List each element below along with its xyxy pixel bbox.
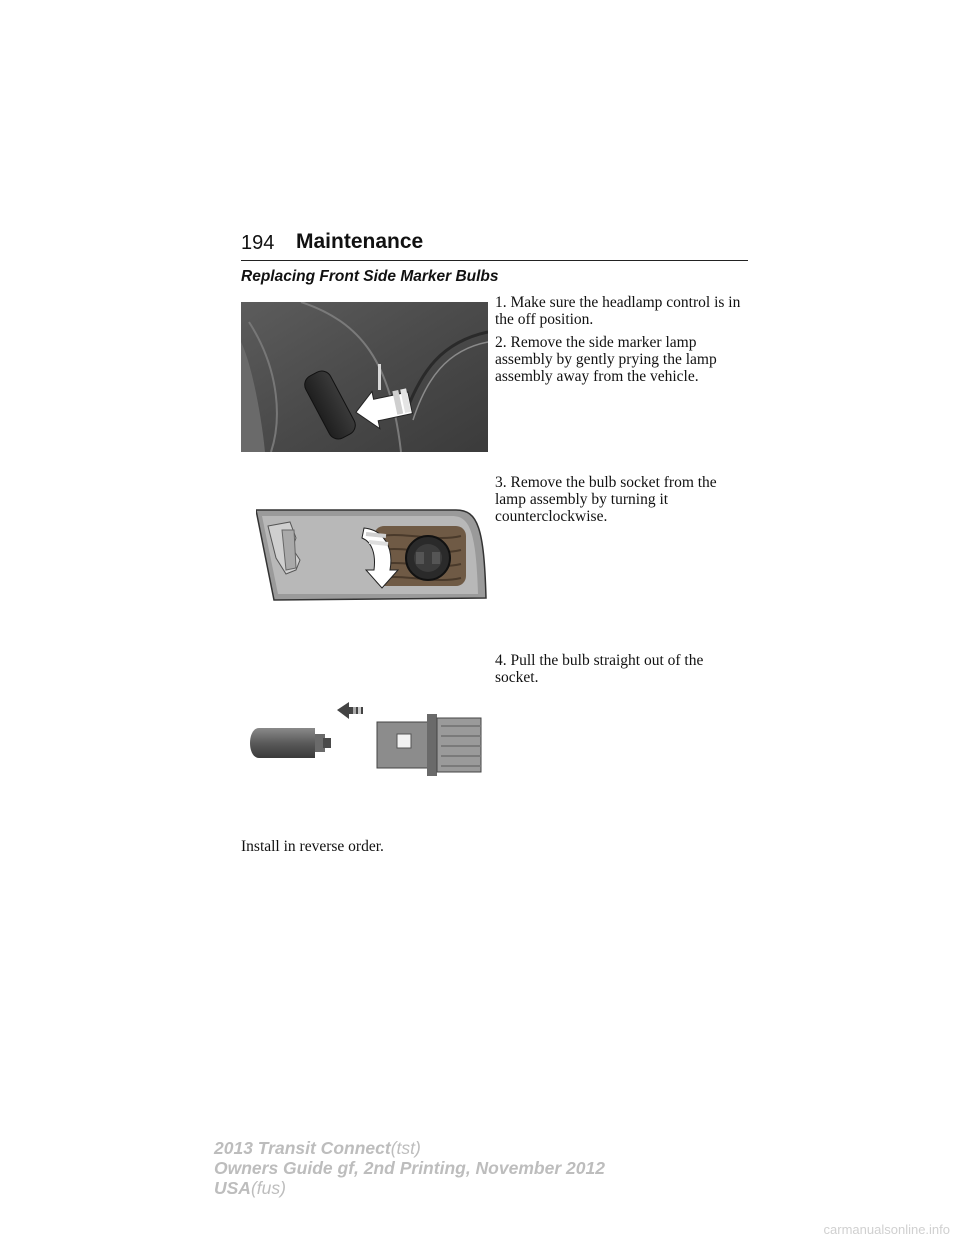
footer-line-1: 2013 Transit Connect(tst) (214, 1138, 421, 1158)
section-title: Maintenance (296, 230, 424, 253)
figure-bulb-and-socket (245, 698, 485, 784)
document-footer (214, 1138, 605, 1198)
figure-lamp-assembly-socket (256, 508, 488, 604)
page-header (241, 228, 748, 261)
page-number: 194 (241, 232, 275, 254)
footer-line-2: Owners Guide gf, 2nd Printing, November 2012 (214, 1158, 605, 1178)
step-1: 1. Make sure the headlamp control is in the off position. (495, 294, 741, 328)
figure-side-marker-on-vehicle (241, 302, 488, 452)
procedure-heading: Replacing Front Side Marker Bulbs (241, 268, 499, 285)
step-3: 3. Remove the bulb socket from the lamp assembly by turning it counterclockwise. (495, 474, 717, 525)
step-4: 4. Pull the bulb straight out of the socket. (495, 652, 704, 686)
watermark: carmanualsonline.info (823, 1222, 950, 1237)
step-2: 2. Remove the side marker lamp assembly by gently prying the lamp assembly away from the vehicle. (495, 334, 717, 385)
closing-instruction: Install in reverse order. (241, 838, 384, 855)
footer-line-3: USA(fus) (214, 1178, 286, 1198)
